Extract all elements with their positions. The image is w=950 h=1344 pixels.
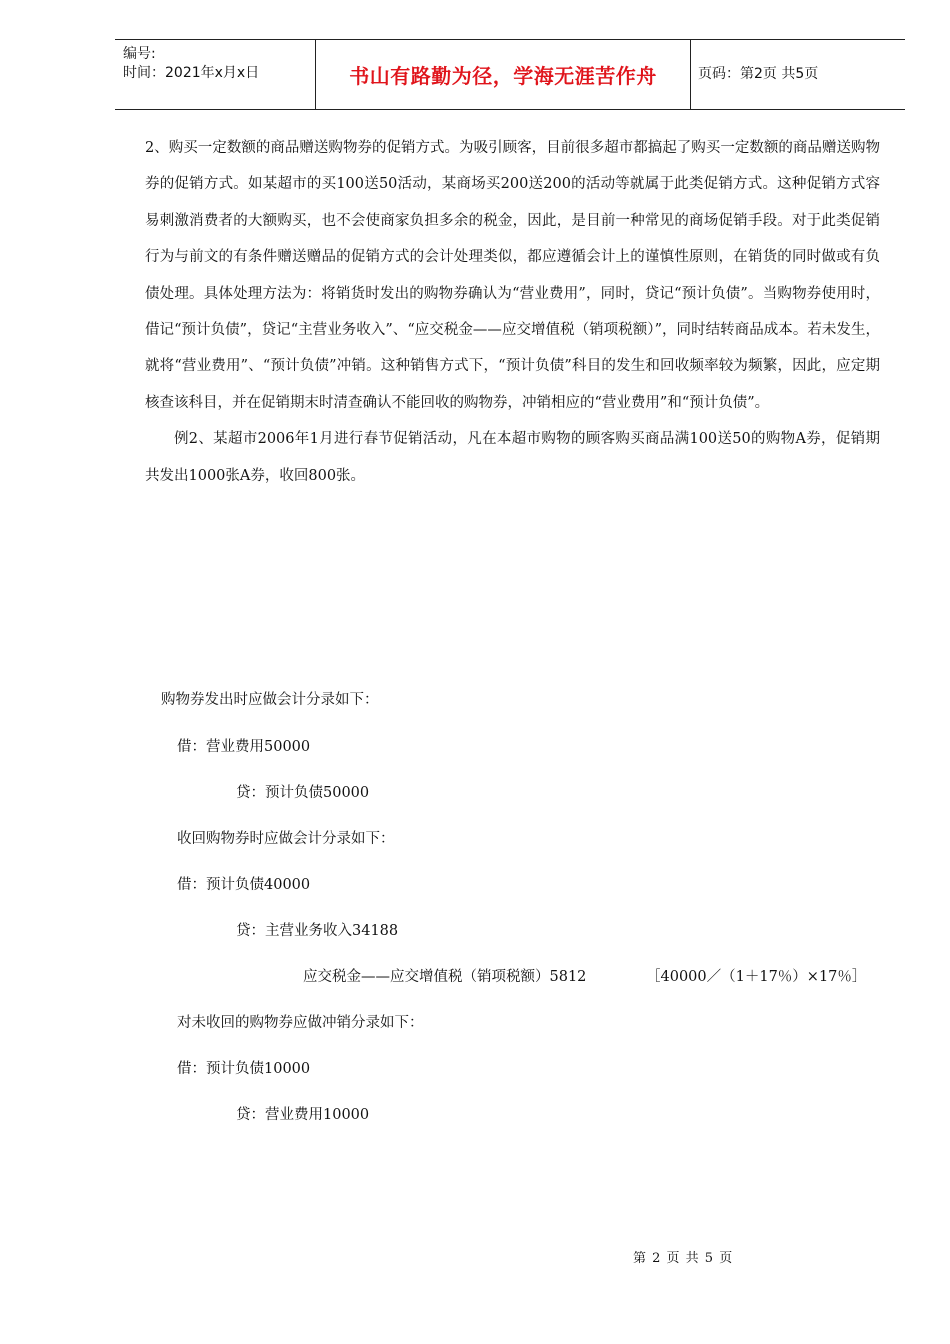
page-info: 页码：第2页 共5页 <box>698 66 819 82</box>
issue-heading: 购物券发出时应做会计分录如下： <box>161 692 379 708</box>
paragraph-example: 例2、某超市2006年1月进行春节促销活动，凡在本超市购物的顾客购买商品满100送50的购物A券，促销期共发出1000张A券，收回800张。 <box>145 431 880 484</box>
recover-debit-entry: 借：预计负债40000 <box>177 877 311 893</box>
header-meta <box>115 40 315 109</box>
recover-tax-formula: ［40000／（1＋17％）×17％］ <box>646 969 867 985</box>
recover-credit-entry: 贷：主营业务收入34188 <box>236 923 399 939</box>
writeoff-debit-entry: 借：预计负债10000 <box>177 1061 311 1077</box>
header-page-cell <box>690 40 905 109</box>
recover-tax-entry: 应交税金——应交增值税（销项税额）5812 <box>303 969 587 985</box>
number-label: 编号: <box>123 46 156 62</box>
page-footer: 第 2 页 共 5 页 <box>633 1251 734 1266</box>
issue-credit-entry: 贷：预计负债50000 <box>236 785 370 801</box>
motto: 书山有路勤为径，学海无涯苦作舟 <box>349 64 657 88</box>
document-header <box>115 39 905 110</box>
recover-heading: 收回购物券时应做会计分录如下： <box>177 831 395 847</box>
header-motto-cell <box>315 40 691 109</box>
writeoff-credit-entry: 贷：营业费用10000 <box>236 1107 370 1123</box>
issue-debit-entry: 借：营业费用50000 <box>177 739 311 755</box>
document-body <box>145 130 880 494</box>
writeoff-heading: 对未收回的购物券应做冲销分录如下： <box>177 1015 424 1031</box>
paragraph-promotion-method: 2、购买一定数额的商品赠送购物券的促销方式。为吸引顾客，目前很多超市都搞起了购买一定数额的商品赠送购物券的促销方式。如某超市的买100送50活动，某商场买200送200的活动等就属于此类促销方式。这种促销方式容易刺激消费者的大额购买，也不会使商家负担多余的税金，因此，是目前一种常见的商场促销手段。对于此类促销行为与前文的有条件赠送赠品的促销方式的会计处理类似，都应遵循会计上的谨慎性原则，在销货的同时做或有负债处理。具体处理方法为：将销货时发出的购物券确认为“营业费用”，同时，贷记“预计负债”。当购物券使用时，借记“预计负债”，贷记“主营业务收入”、“应交税金——应交增值税（销项税额）”，同时结转商品成本。若未发生，就将“营业费用”、“预计负债”冲销。这种销售方式下，“预计负债”科目的发生和回收频率较为频繁，因此，应定期核查该科目，并在促销期末时清查确认不能回收的购物券，冲销相应的“营业费用”和“预计负债”。 <box>145 140 880 411</box>
time-label: 时间：2021年x月x日 <box>123 65 260 81</box>
